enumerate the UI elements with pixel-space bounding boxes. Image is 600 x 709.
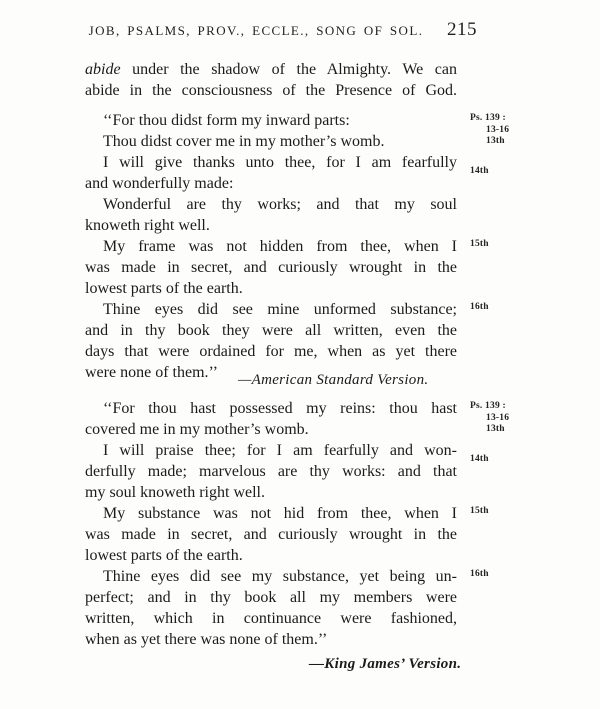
verse-14 xyxy=(85,152,600,194)
verse-16 xyxy=(85,566,600,650)
verse-15 xyxy=(85,503,600,566)
margin-note xyxy=(470,440,542,503)
margin-note xyxy=(470,236,542,299)
quote-block-kjv xyxy=(85,398,600,675)
verse-line: when as yet there was none of them.’’ xyxy=(85,631,328,648)
running-head xyxy=(85,19,477,41)
margin-verse-number: 15th xyxy=(470,506,489,516)
verse-text xyxy=(85,110,457,152)
verse-text xyxy=(85,194,457,236)
verse-line xyxy=(85,362,457,388)
verse-14-continued xyxy=(85,194,600,236)
verse-line: I will give thanks unto thee, for I am fearfully xyxy=(103,154,457,171)
margin-verse-number: 14th xyxy=(470,166,489,176)
quote-block-asv xyxy=(85,110,600,388)
verse-line: and wonderfully made: xyxy=(85,175,234,192)
verse-line: my soul knoweth right well. xyxy=(85,484,265,501)
intro-line: abide in the consciousness of the Presence of God. xyxy=(85,82,457,99)
verse-line: My substance was not hid from thee, when I xyxy=(103,505,457,522)
running-head-title: JOB, PSALMS, PROV., ECCLE., SONG OF SOL. xyxy=(88,23,424,38)
verse-line: Thou didst cover me in my mother’s womb. xyxy=(103,133,385,150)
margin-verse-range: 13-16 xyxy=(486,124,510,135)
margin-note xyxy=(470,152,542,194)
margin-verse-range: 13-16 xyxy=(486,412,510,423)
verse-15 xyxy=(85,236,600,299)
margin-note xyxy=(470,299,542,384)
verse-line: knoweth right well. xyxy=(85,217,210,234)
verse-text xyxy=(85,152,457,194)
margin-note xyxy=(470,194,542,236)
verse-line: days that were ordained for me, when as yet there xyxy=(85,343,457,360)
margin-verse-number: 16th xyxy=(470,569,489,579)
margin-verse-number: 15th xyxy=(470,239,489,249)
verse-line: ‘‘For thou didst form my inward parts: xyxy=(103,112,350,129)
verse-line: Thine eyes did see mine unformed substance; xyxy=(103,301,457,318)
verse-line: and in thy book they were all written, even the xyxy=(85,322,457,339)
verse-text xyxy=(85,299,457,388)
verse-text xyxy=(85,566,457,650)
margin-verse-number: 13th xyxy=(486,424,505,434)
intro-lead-word: abide xyxy=(85,61,121,78)
margin-verse-number: 16th xyxy=(470,302,489,312)
attribution-kjv: —King James’ Version. xyxy=(309,656,462,672)
verse-line: covered me in my mother’s womb. xyxy=(85,421,309,438)
verse-14 xyxy=(85,440,600,503)
margin-note xyxy=(470,110,542,152)
verse-line: was made in secret, and curiously wrought in the xyxy=(85,259,457,276)
margin-ref: Ps. 139 : xyxy=(470,113,506,123)
verse-text xyxy=(85,236,457,299)
verse-line-text: were none of them.’’ xyxy=(85,364,218,381)
verse-13 xyxy=(85,110,600,152)
verse-line: I will praise thee; for I am fearfully and won- xyxy=(103,442,457,459)
margin-verse-number: 13th xyxy=(486,136,505,146)
verse-text xyxy=(85,398,457,440)
verse-text xyxy=(85,440,457,503)
verse-line: perfect; and in thy book all my members were xyxy=(85,589,457,606)
verse-line: written, which in continuance were fashioned, xyxy=(85,610,457,627)
verse-line: My frame was not hidden from thee, when I xyxy=(103,238,457,255)
verse-line: ‘‘For thou hast possessed my reins: thou hast xyxy=(103,400,457,417)
verse-line: Thine eyes did see my substance, yet being un- xyxy=(103,568,457,585)
verse-line: derfully made; marvelous are thy works: and that xyxy=(85,463,457,480)
intro-paragraph xyxy=(85,59,457,101)
attribution-asv: —American Standard Version. xyxy=(237,372,429,388)
intro-line-rest: under the shadow of the Almighty. We can xyxy=(120,61,457,78)
verse-line: Wonderful are thy works; and that my soul xyxy=(103,196,457,213)
margin-note xyxy=(470,566,542,650)
intro-line xyxy=(85,59,457,80)
verse-line: was made in secret, and curiously wrought in the xyxy=(85,526,457,543)
margin-ref: Ps. 139 : xyxy=(470,401,506,411)
verse-13 xyxy=(85,398,600,440)
margin-note xyxy=(470,398,542,440)
verse-text xyxy=(85,503,457,566)
margin-verse-number: 14th xyxy=(470,454,489,464)
verse-line: lowest parts of the earth. xyxy=(85,547,243,564)
verse-line: lowest parts of the earth. xyxy=(85,280,243,297)
page-number: 215 xyxy=(447,19,477,40)
verse-16 xyxy=(85,299,600,388)
margin-note xyxy=(470,503,542,566)
